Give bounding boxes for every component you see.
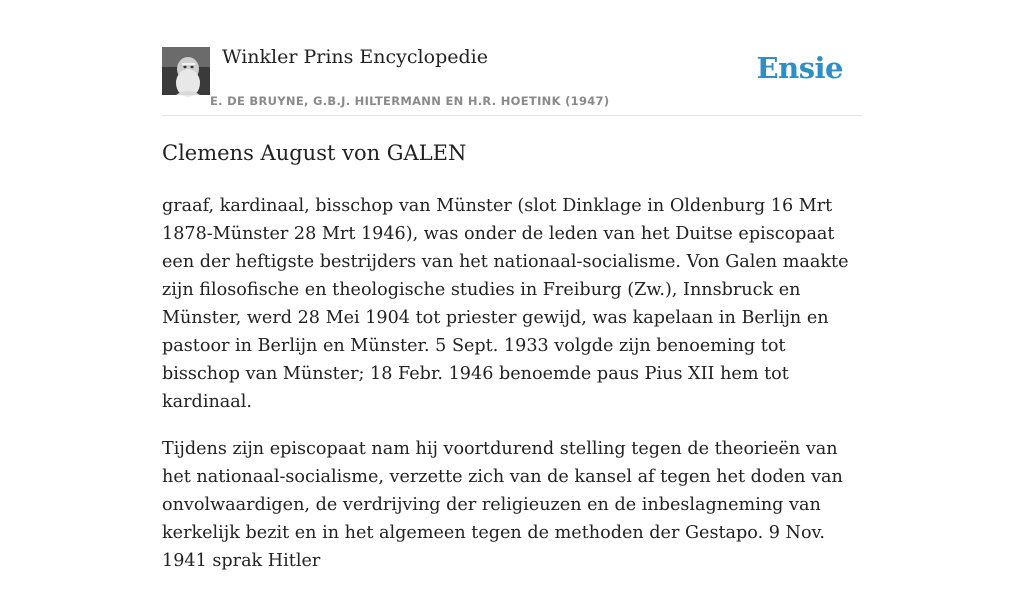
article-paragraph: Tijdens zijn episcopaat nam hij voortdurend stelling tegen de theorieën van het nationaal-socialisme, verzette zich van de kansel af tegen het doden van onvolwaardigen, de verdrijving der religieuzen en de inbeslagneming van kerkelijk bezit en in het algemeen tegen de methoden der Gestapo. 9 Nov. 1941 sprak Hitler — [162, 439, 843, 571]
source-header — [162, 45, 862, 116]
source-title-link[interactable]: Winkler Prins Encyclopedie — [222, 46, 488, 68]
article-title: Clemens August von GALEN — [162, 141, 467, 165]
article-body — [162, 192, 862, 594]
source-authors: E. DE BRUYNE, G.B.J. HILTERMANN EN H.R. HOETINK (1947) — [210, 94, 610, 108]
brand-logo-link[interactable]: Ensie — [756, 51, 843, 85]
author-portrait-icon — [162, 47, 210, 95]
article-paragraph: graaf, kardinaal, bisschop van Münster (slot Dinklage in Oldenburg 16 Mrt 1878-Münster 28 Mrt 1946), was onder de leden van het Duitse episcopaat een der heftigste bestrijders van het nationaal-socialisme. Von Galen maakte zijn filosofische en theologische studies in Freiburg (Zw.), Innsbruck en Münster, werd 28 Mei 1904 tot priester gewijd, was kapelaan in Berlijn en pastoor in Berlijn en Münster. 5 Sept. 1933 volgde zijn benoeming tot bisschop van Münster; 18 Febr. 1946 benoemde paus Pius XII hem tot kardinaal. — [162, 196, 849, 412]
author-avatar[interactable] — [162, 47, 210, 95]
